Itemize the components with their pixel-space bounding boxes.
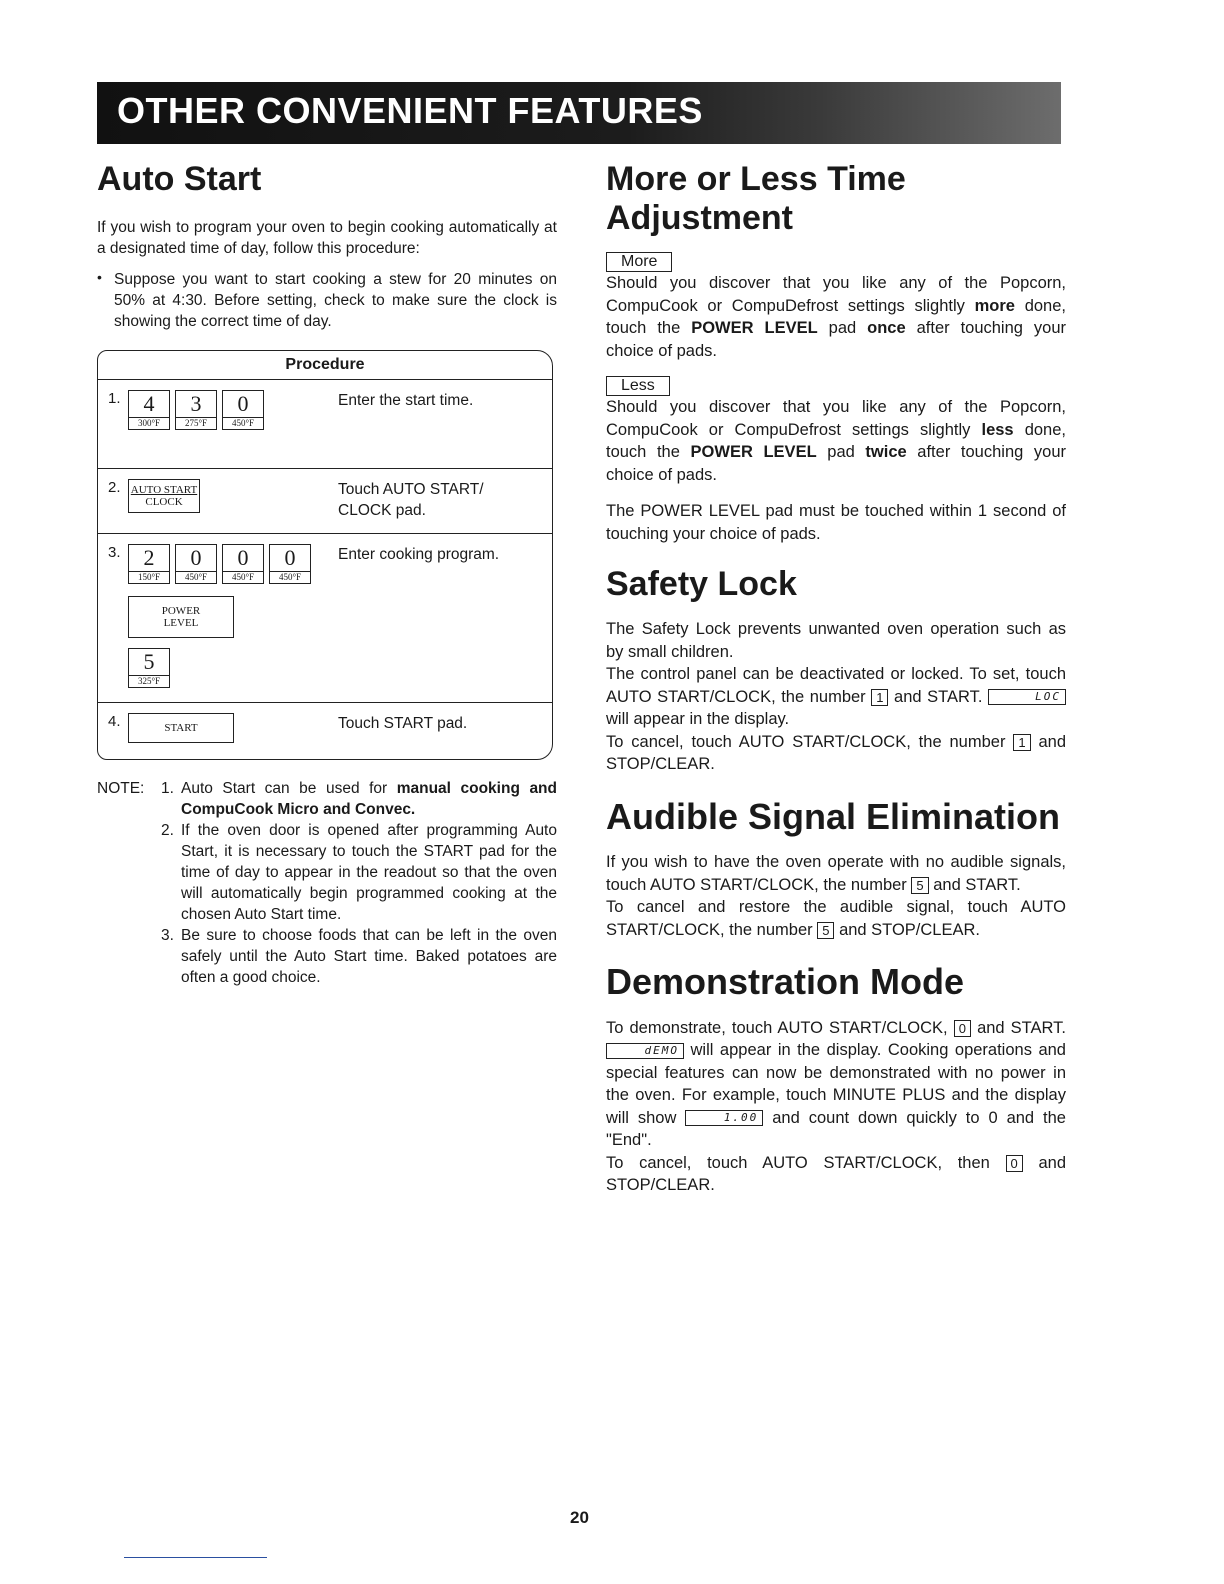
auto-start-intro: If you wish to program your oven to begin cooking automatically at a designated time of day, follow this procedure: [97, 219, 557, 258]
key-0: 0 450°F [222, 390, 264, 430]
procedure-step-3 [98, 534, 552, 703]
note-1: NOTE: 1. Auto Start can be used for manual cooking and CompuCook Micro and Convec. [97, 780, 557, 819]
notes [97, 778, 557, 988]
key-0: 0 450°F [269, 544, 311, 584]
audible-p2: To cancel and restore the audible signal, touch AUTO START/CLOCK, the number 5 and STOP/CLEAR. [606, 898, 1066, 939]
key-1-icon: 1 [871, 689, 888, 706]
more-less-title: More or Less Time Adjustment [606, 160, 906, 238]
audible-p1: If you wish to have the oven operate with no audible signals, touch AUTO START/CLOCK, the number 5 and START. [606, 853, 1066, 894]
key-2: 2 150°F [128, 544, 170, 584]
safety-p1: The Safety Lock prevents unwanted oven operation such as by small children. [606, 620, 1066, 661]
procedure-table [97, 350, 553, 760]
key-5-icon: 5 [911, 877, 928, 894]
less-text: Should you discover that you like any of the Popcorn, CompuCook or CompuDefrost settings slightly less done, touch the POWER LEVEL pad twice after touching your choice of pads. [606, 398, 1067, 484]
demo-p2: To cancel, touch AUTO START/CLOCK, then 0 and STOP/CLEAR. [606, 1153, 1067, 1195]
power-level-key: POWER LEVEL [128, 596, 234, 638]
more-less-section [606, 160, 1066, 545]
demo-mode-section [606, 961, 1066, 1196]
safety-lock-title: Safety Lock [606, 565, 797, 604]
key-5: 5 325°F [128, 648, 316, 688]
step-number: 2. [108, 479, 121, 497]
power-level-note: The POWER LEVEL pad must be touched within 1 second of touching your choice of pads. [606, 502, 1066, 543]
more-key: More [606, 252, 672, 272]
less-key: Less [606, 376, 670, 396]
demo-p1: To demonstrate, touch AUTO START/CLOCK, 0 and START. dEMO will appear in the display. Cooking operations and special features can now be demonstrated with no power in the oven. For example, touch MINUTE PLUS and the display will show 1.00 and count down quickly to 0 and the "End". [606, 1018, 1066, 1150]
key-0: 0 450°F [222, 544, 264, 584]
procedure-step-1 [98, 380, 552, 469]
display-100-icon: 1.00 [685, 1110, 763, 1126]
note-2: 2. If the oven door is opened after programming Auto Start, it is necessary to touch the START pad for the time of day to appear in the readout so that the oven will automatically begin programmed cooking at the chosen Auto Start time. [161, 822, 557, 924]
key-0: 0 450°F [175, 544, 217, 584]
step-number: 4. [108, 713, 121, 731]
step-text: Enter the start time. [338, 392, 474, 410]
key-1-icon: 1 [1013, 734, 1030, 751]
step-text: Touch AUTO START/ CLOCK pad. [338, 481, 484, 520]
step-keys [128, 544, 316, 688]
banner-title: OTHER CONVENIENT FEATURES [117, 90, 703, 131]
step-keys [128, 390, 269, 430]
step-text: Enter cooking program. [338, 546, 500, 564]
auto-start-title: Auto Start [97, 160, 262, 198]
note-3: 3. Be sure to choose foods that can be left in the oven safely until the Auto Start time. Baked potatoes are often a good choice. [161, 927, 557, 987]
bullet-icon: • [97, 269, 102, 286]
step-number: 3. [108, 544, 121, 562]
right-column [606, 160, 1066, 1197]
key-0-icon: 0 [1006, 1155, 1023, 1172]
key-5-icon: 5 [817, 922, 834, 939]
step-number: 1. [108, 390, 121, 408]
procedure-title: Procedure [98, 351, 552, 380]
key-0-icon: 0 [954, 1020, 971, 1037]
section-banner [97, 82, 1061, 144]
key-4: 4 300°F [128, 390, 170, 430]
display-loc-icon: LOC [988, 689, 1066, 705]
step-text: Touch START pad. [338, 715, 468, 733]
audible-title: Audible Signal Elimination [606, 795, 1061, 837]
audible-signal-section [606, 796, 1066, 941]
bullet-text: Suppose you want to start cooking a stew for 20 minutes on 50% at 4:30. Before setting, check to make sure the clock is showing the correct time of day. [114, 271, 557, 331]
more-text: Should you discover that you like any of the Popcorn, CompuCook or CompuDefrost settings slightly more done, touch the POWER LEVEL pad once after touching your choice of pads. [606, 274, 1066, 360]
auto-start-clock-key: AUTO START CLOCK [128, 479, 200, 513]
safety-lock-section [606, 565, 1066, 776]
footer-line [124, 1557, 267, 1558]
start-key: START [128, 713, 234, 743]
page-number: 20 [570, 1508, 589, 1527]
demo-title: Demonstration Mode [606, 961, 965, 1003]
auto-start-bullet [97, 269, 557, 332]
safety-p2: The control panel can be deactivated or locked. To set, touch AUTO START/CLOCK, the number 1 and START. LOC will appear in the display. [606, 665, 1066, 729]
safety-p3: To cancel, touch AUTO START/CLOCK, the number 1 and STOP/CLEAR. [606, 732, 1066, 774]
key-3: 3 275°F [175, 390, 217, 430]
procedure-step-2 [98, 469, 552, 534]
note-label: NOTE: [97, 780, 145, 798]
auto-start-section [97, 160, 557, 988]
display-demo-icon: dEMO [606, 1043, 684, 1059]
procedure-step-4 [98, 703, 552, 759]
